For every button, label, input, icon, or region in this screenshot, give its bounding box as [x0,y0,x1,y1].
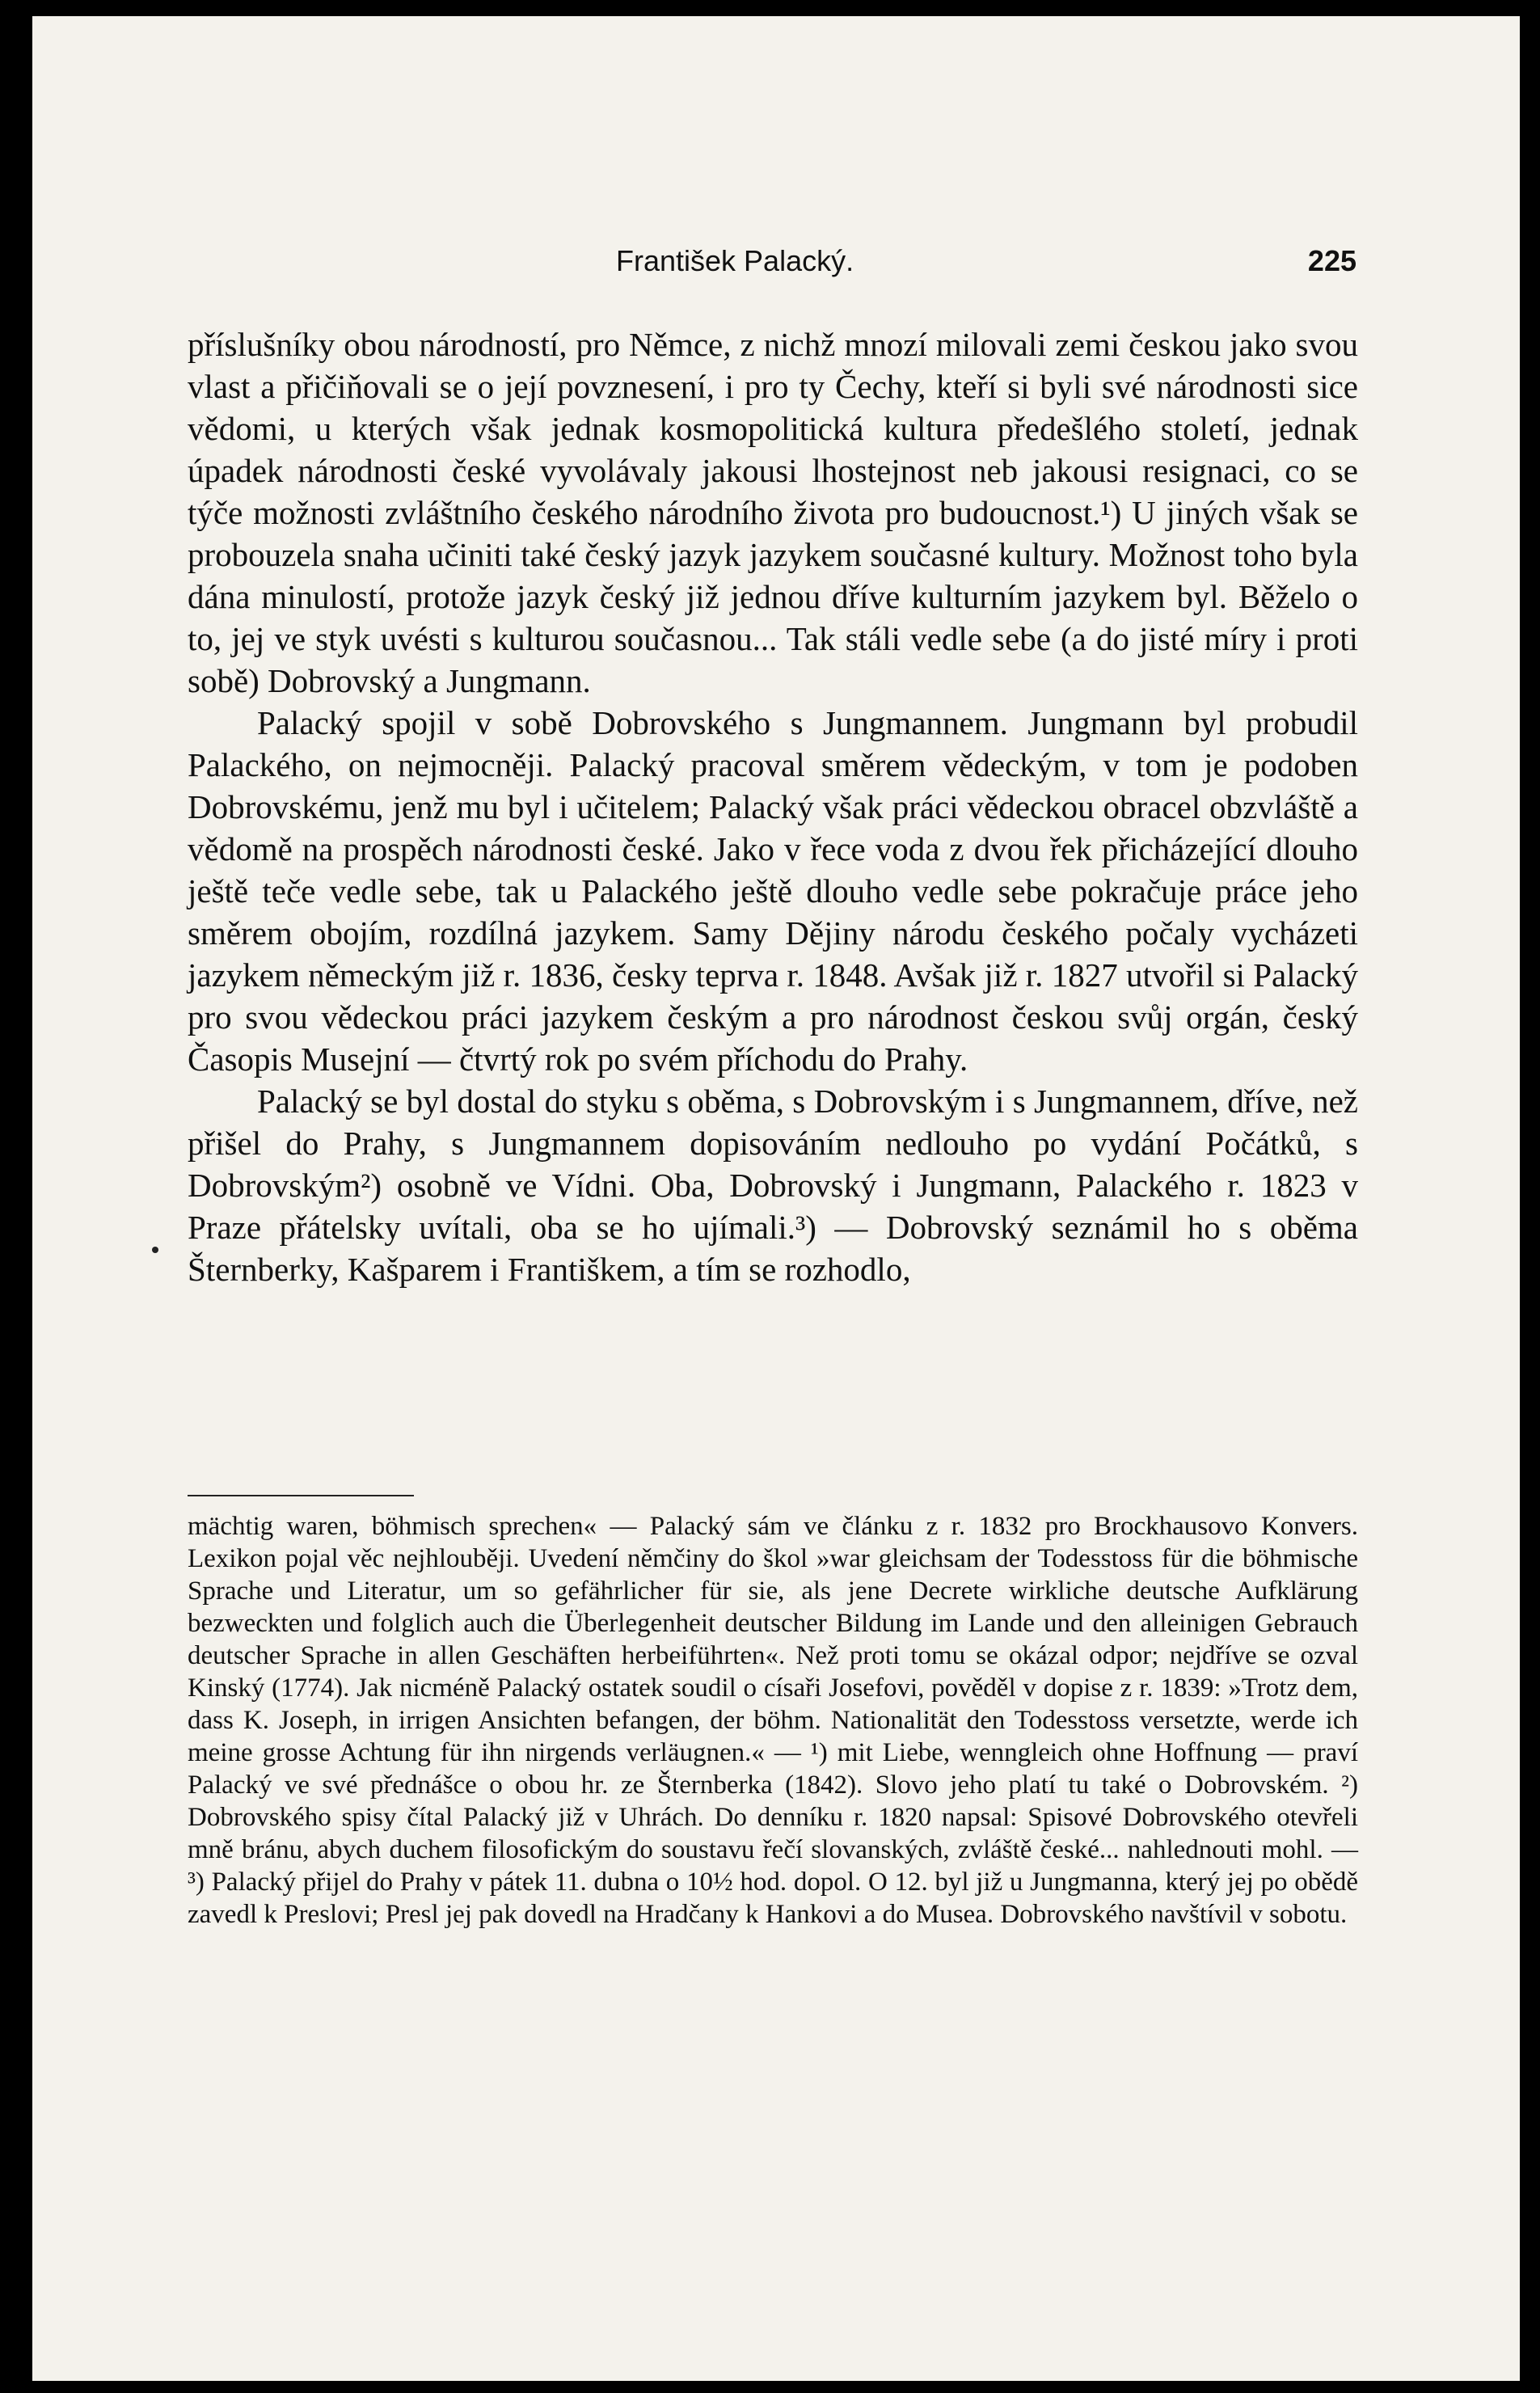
paragraph: příslušníky obou národností, pro Němce, z nichž mnozí milovali zemi českou jako svou vlast a přičiňovali se o její povznesení, i pro ty Čechy, kteří si byli své národnosti sice vědomi, u kterých však jednak kosmopolitická kultura předešlého století, jednak úpadek národnosti české vyvolávaly jakousi lhostejnost neb jakousi resignaci, co se týče možnosti zvláštního českého národního života pro budoucnost.¹) U jiných však se probouzela snaha učiniti také český jazyk jazykem současné kultury. Možnost toho byla dána minulostí, protože jazyk český již jednou dříve kulturním jazykem byl. Běželo o to, jej ve styk uvésti s kulturou současnou... Tak stáli vedle sebe (a do jisté míry i proti sobě) Dobrovský a Jungmann. [188,326,1358,699]
footnote-divider [188,1495,414,1496]
footnote-text: mächtig waren, böhmisch sprechen« — Palacký sám ve článku z r. 1832 pro Brockhausovo Konvers. Lexikon pojal věc nejhlouběji. Uvedení němčiny do škol »war gleichsam der Todesstoss für die böhmische Sprache und Literatur, um so gefährlicher für sie, als jene Decrete wirkliche deutsche Aufklärung bezweckten und folglich auch die Überlegenheit deutscher Bildung im Lande und den alleinigen Gebrauch deutscher Sprache in allen Geschäften herbeiführten«. Než proti tomu se okázal odpor; nejdříve se ozval Kinský (1774). Jak nicméně Palacký ostatek soudil o císaři Josefovi, pověděl v dopise z r. 1839: »Trotz dem, dass K. Joseph, in irrigen Ansichten befangen, der böhm. Nationalität den Todesstoss versetzte, werde ich meine grosse Achtung für ihn nirgends verläugnen.« — ¹) mit Liebe, wenngleich ohne Hoffnung — praví Palacký ve své přednášce o obou hr. ze Šternberka (1842). Slovo jeho platí tu také o Dobrovském. ²) Dobrovského spisy čítal Palacký již v Uhrách. Do denníku r. 1820 napsal: Spisové Dobrovského otevřeli mně bránu, abych duchem filosofickým do soustavu řečí slovanských, zvláště české... nahlednouti mohl. — ³) Palacký přijel do Prahy v pátek 11. dubna o 10½ hod. dopol. O 12. byl již u Jungmanna, který jej po obědě zavedl k Preslovi; Presl jej pak dovedl na Hradčany k Hankovi a do Musea. Dobrovského navštívil v sobotu. [188,1512,1358,1929]
main-text [188,323,1358,1290]
footnotes [188,1510,1358,1931]
paragraph: Palacký se byl dostal do styku s oběma, s Dobrovským i s Jungmannem, dříve, než přišel do Prahy, s Jungmannem dopisováním nedlouho po vydání Počátků, s Dobrovským²) osobně ve Vídni. Oba, Dobrovský i Jungmann, Palackého r. 1823 v Praze přátelsky uvítali, oba se ho ujímali.³) — Dobrovský seznámil ho s oběma Šternberky, Kašparem i Františkem, a tím se rozhodlo, [188,1083,1358,1288]
paragraph: Palacký spojil v sobě Dobrovského s Jungmannem. Jungmann byl probudil Palackého, on nejmocněji. Palacký pracoval směrem vědeckým, v tom je podoben Dobrovskému, jenž mu byl i učitelem; Palacký však práci vědeckou obracel obzvláště a vědomě na prospěch národnosti české. Jako v řece voda z dvou řek přicházející dlouho ještě teče vedle sebe, tak u Palackého ještě dlouho vedle sebe pokračuje práce jeho směrem obojím, rozdílná jazykem. Samy Dějiny národu českého počaly vycházeti jazykem německým již r. 1836, česky teprva r. 1848. Avšak již r. 1827 utvořil si Palacký pro svou vědeckou práci jazykem českým a pro národnost českou svůj orgán, český Časopis Musejní — čtvrtý rok po svém příchodu do Prahy. [188,704,1358,1078]
running-header [32,244,1520,285]
page-number: 225 [1307,244,1356,277]
margin-dot [152,1247,158,1253]
book-page [32,16,1520,2381]
running-title: František Palacký. [616,244,854,277]
